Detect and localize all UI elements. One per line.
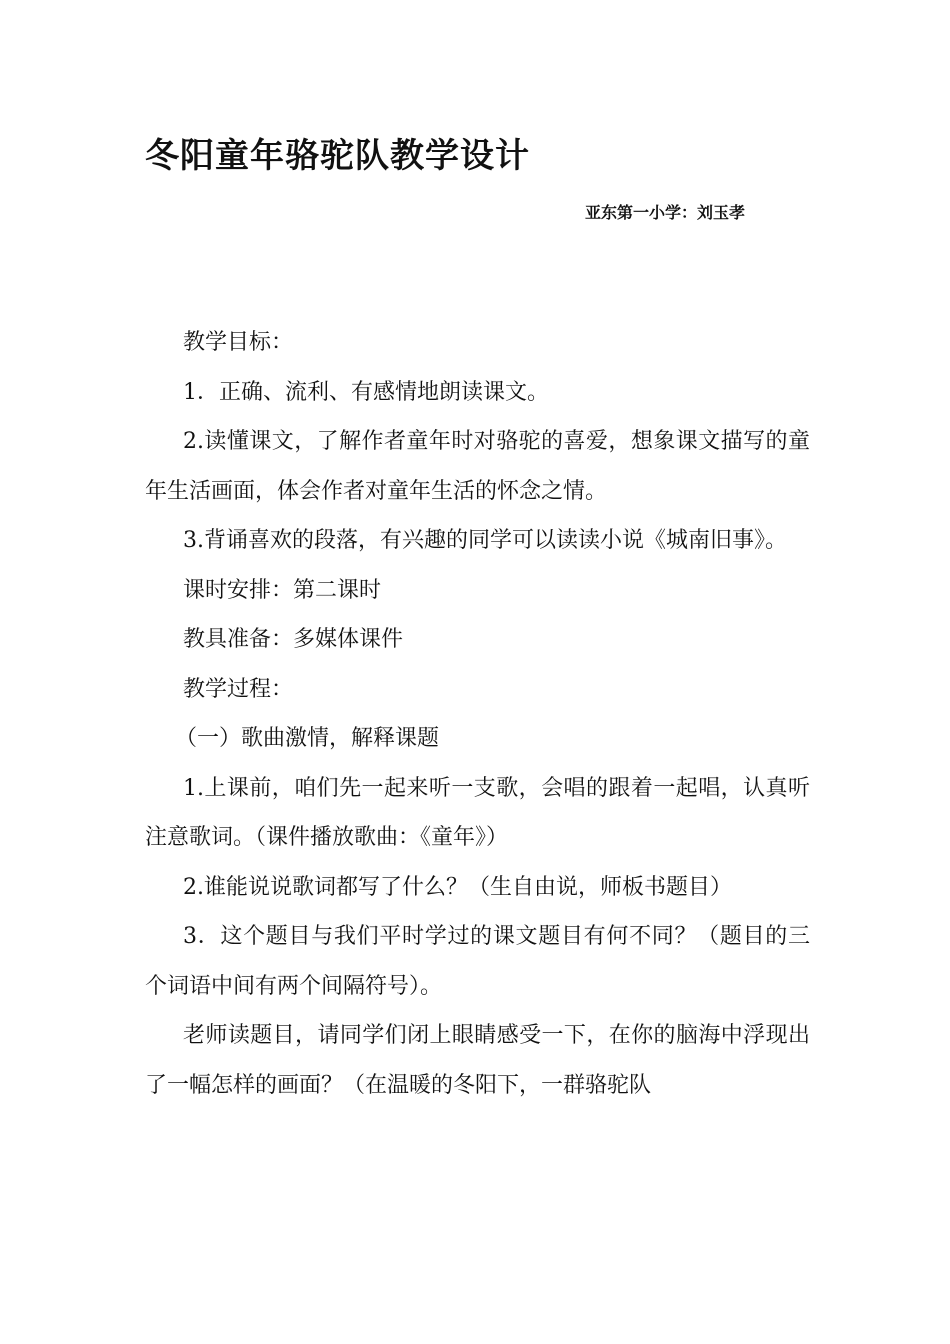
goals-heading: 教学目标：: [183, 330, 294, 355]
goal-item-3: 3.背诵喜欢的段落，有兴趣的同学可以读读小说《城南旧事》。: [183, 528, 787, 553]
teacher-reads-paragraph: 老师读题目，请同学们闭上眼睛感受一下，在你的脑海中浮现出了一幅怎样的画面？（在温暖的冬阳下，一群骆驼队: [145, 1023, 810, 1098]
goal-item-1: 1．正确、流利、有感情地朗读课文。: [183, 379, 549, 405]
goal-item-2: 2.读懂课文，了解作者童年时对骆驼的喜爱，想象课文描写的童年生活画面，体会作者对童年生活的怀念之情。: [145, 429, 810, 504]
schedule-line: 课时安排：第二课时: [183, 577, 382, 603]
author-line: 亚东第一小学：刘玉孝: [585, 203, 746, 222]
section-heading-1: （一）歌曲激情，解释课题: [175, 726, 440, 751]
step-item-2: 2.谁能说说歌词都写了什么？（生自由说，师板书题目）: [183, 874, 732, 900]
document-body: [145, 318, 810, 1110]
process-heading: 教学过程：: [183, 676, 294, 702]
tools-line: 教具准备：多媒体课件: [183, 627, 404, 652]
step-item-1: 1.上课前，咱们先一起来听一支歌，会唱的跟着一起唱，认真听注意歌词。（课件播放歌曲：《童年》）: [145, 775, 810, 850]
step-item-3: 3．这个题目与我们平时学过的课文题目有何不同？（题目的三个词语中间有两个间隔符号）。: [145, 924, 810, 999]
document-title: 冬阳童年骆驼队教学设计: [145, 136, 530, 176]
